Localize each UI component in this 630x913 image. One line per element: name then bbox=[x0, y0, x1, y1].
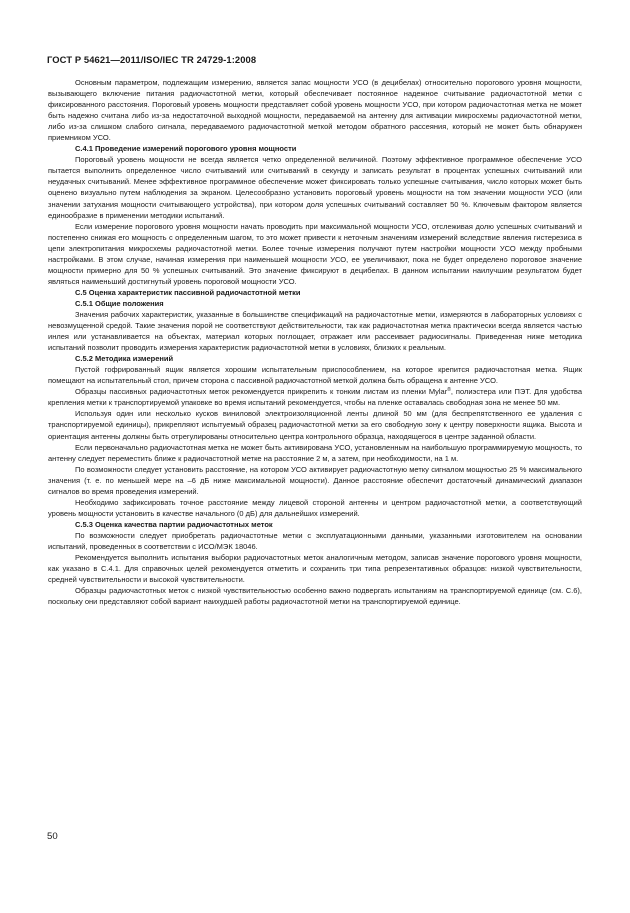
section-heading: С.5.3 Оценка качества партии радиочастотных меток bbox=[75, 519, 273, 529]
paragraph: По возможности следует установить расстояние, на котором УСО активирует радиочастотную метку сигналом мощностью 25 % максимального значения (т. е. по меньшей мере на –6 дБ ниже максимальной мощности). Данное расстояние обеспечит достаточный динамический диапазон сигналов во время проведения измерений. bbox=[48, 464, 582, 496]
paragraph: По возможности следует приобретать радиочастотные метки с эксплуатационными данными, указанными изготовителем на основании испытаний, проведенных в соответствии с ИСО/МЭК 18046. bbox=[48, 530, 582, 551]
paragraph: Пороговый уровень мощности не всегда является четко определенной величиной. Поэтому эффективное программное обеспечение УСО пытается выполнить определенное число считываний или считываний в секунду и записать результат в процентах успешных считываний или неудачных считываний. Менее эффективное программное обеспечение может фиксировать только успешные считывания, число которых может быть оценено визуально путем наблюдения за экраном. Целесообразно установить пороговый уровень мощности на том значении мощности УСО (или значении затухания мощности считывающего устройства), при котором доля успешных считываний составляет 50 %. Ключевым фактором является единообразие в применении методики испытаний. bbox=[48, 155, 582, 220]
section-heading: С.5 Оценка характеристик пассивной радиочастотной метки bbox=[75, 287, 301, 297]
paragraph bbox=[48, 386, 582, 408]
section-heading: С.4.1 Проведение измерений порогового уровня мощности bbox=[75, 144, 297, 154]
paragraph-text: Образцы пассивных радиочастотных меток рекомендуется прикрепить к тонким листам из пленки Mylar bbox=[75, 387, 448, 397]
paragraph-text: , полиэстера или ПЭТ. Для удобства крепления метки к транспортируемой упаковке во время испытаний рекомендуется, чтобы на пленке оставалась свободная зона не менее 50 мм. bbox=[48, 387, 582, 408]
paragraph: Используя один или несколько кусков виниловой электроизоляционной ленты длиной 50 мм (для беспрепятственного ее удаления с транспортируемой единицы), прикрепляют испытуемый образец радиочастотной метки за его свободную зону к центру поверхности ящика. Высота и ориентация антенны должны быть отрегулированы относительно центра контрольного образца, находящегося в центре заданной области. bbox=[48, 409, 582, 441]
paragraph: Необходимо зафиксировать точное расстояние между лицевой стороной антенны и центром радиочастотной метки, а соответствующий уровень мощности установить в качестве начального (0 дБ) для дальнейших измерений. bbox=[48, 497, 582, 518]
section-heading: С.5.1 Общие положения bbox=[75, 298, 164, 308]
paragraph: Основным параметром, подлежащим измерению, является запас мощности УСО (в децибелах) относительно порогового уровня мощности, вызывающего включение питания радиочастотной метки, который обеспечивает постоянное надежное считывание радиочастотной метки с фиксированного расстояния. Пороговый уровень мощности представляет собой уровень мощности УСО, при котором радиочастотная метка не может быть надежно считана либо из-за недостаточной выходной мощности, передаваемой на антенну для активации микросхемы радиочастотной метки, либо из-за слишком слабого сигнала, передаваемого радиочастотной меткой методом обратного рассеяния, который не может быть обнаружен приемником УСО. bbox=[48, 78, 582, 143]
section-heading: С.5.2 Методика измерений bbox=[75, 354, 174, 364]
document-header: ГОСТ Р 54621—2011/ISO/IEC TR 24729-1:2008 bbox=[47, 54, 257, 65]
registered-mark: ® bbox=[447, 387, 451, 394]
paragraph: Если измерение порогового уровня мощности начать проводить при максимальной мощности УСО, отслеживая долю успешных считываний и постепенно снижая его мощность с определенным шагом, то это может привести к неточным значениям измерений вследствие явления гистерезиса в цепи электропитания микросхемы радиочастотной метки. Более точные измерения получают путем настройки мощности УСО между пробными настройками. В этом случае, начиная измерения при наименьшей мощности УСО, ее увеличивают, пока не будет определено пороговое значение мощности примерно для 50 % успешных считываний. Это значение фиксируют в децибелах. В данном испытании наилучшим результатом будет являться наименьший достигнутый уровень пороговой мощности УСО. bbox=[48, 221, 582, 286]
document-body bbox=[48, 77, 582, 607]
paragraph: Образцы радиочастотных меток с низкой чувствительностью особенно важно подвергать испытаниям на транспортируемой единице (см. С.6), поскольку они представляют собой вариант наихудшей работы радиочастотной метки на транспортируемой единице. bbox=[48, 586, 582, 607]
paragraph: Значения рабочих характеристик, указанные в большинстве спецификаций на радиочастотные метки, измеряются в лабораторных условиях с невозмущенной средой. Такие значения порой не соответствуют действительности, так как радиочастотная метка практически всегда является частью инлея или устанавливается на объектах, материал которых поглощает, отражает или рассеивает радиосигналы. Приведенная ниже методика испытаний позволит проводить измерения характеристик радиочастотной метки в условиях, близких к реальным. bbox=[48, 309, 582, 353]
page-number: 50 bbox=[47, 831, 58, 842]
paragraph: Рекомендуется выполнить испытания выборки радиочастотных меток аналогичным методом, записав значение порогового уровня мощности, как указано в С.4.1. Для справочных целей рекомендуется отметить и сохранить три типа репрезентативных образцов: низкой чувствительности, средней чувствительности и высокой чувствительности. bbox=[48, 553, 582, 585]
paragraph: Если первоначально радиочастотная метка не может быть активирована УСО, установленным на наибольшую программируемую мощность, то антенну следует переместить ближе к радиочастотной метке на расстояние 2 м, а затем, при необходимости, на 1 м. bbox=[48, 442, 582, 463]
paragraph: Пустой гофрированный ящик является хорошим испытательным приспособлением, на которое крепится радиочастотная метка. Ящик помещают на испытательный стол, причем сторона с пассивной радиочастотной меткой должна быть обращена к антенне УСО. bbox=[48, 365, 582, 386]
